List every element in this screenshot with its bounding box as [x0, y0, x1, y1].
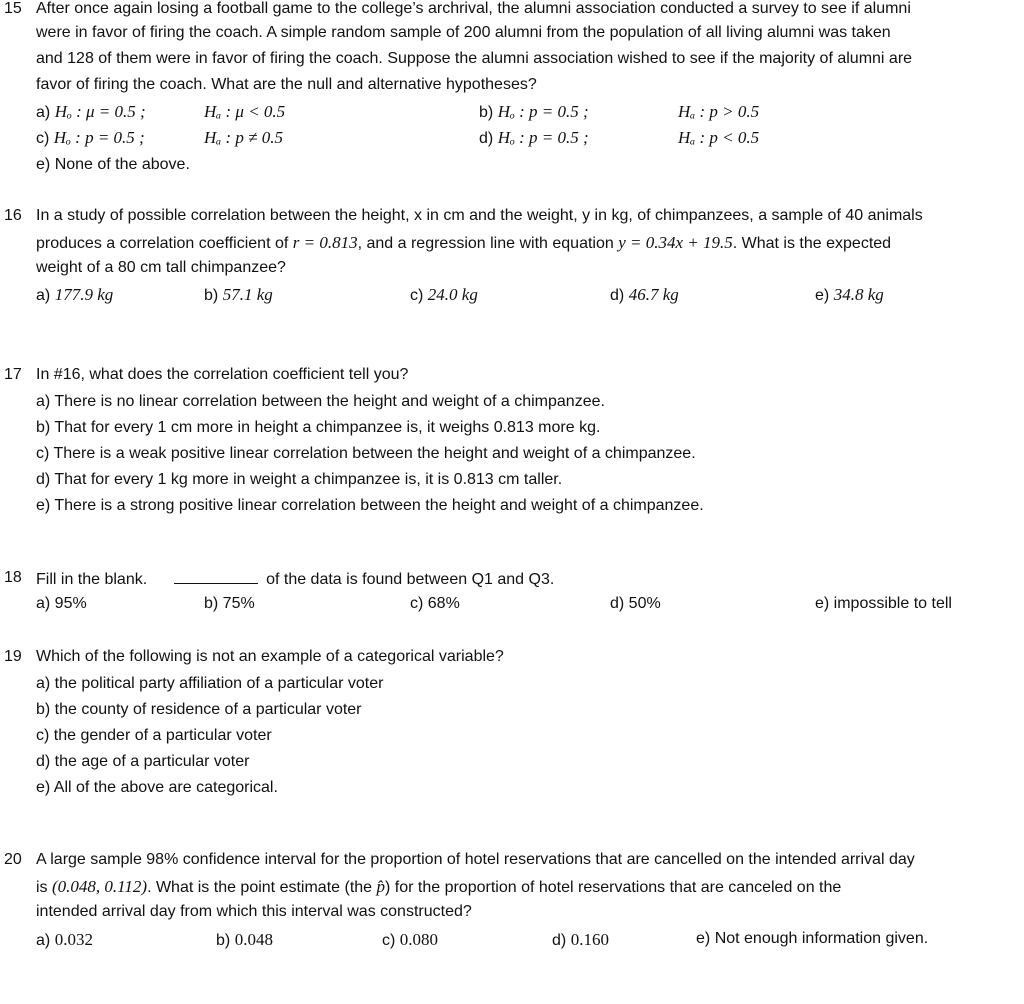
question-text-line: produces a correlation coefficient of r = 0.813, and a regression line with equation y = 0.34x + 19.5. What is the expected — [36, 233, 892, 252]
confidence-interval: (0.048, 0.112) — [52, 877, 148, 896]
option-e[interactable]: e) There is a strong positive linear correlation between the height and weight of a chimpanzee. — [36, 497, 704, 514]
p-hat-symbol: p̂ — [376, 877, 385, 896]
question-text-line: and 128 of them were in favor of firing the coach. Suppose the alumni association wished to see if the majority of alumni are — [36, 50, 913, 67]
regression-equation: y = 0.34x + 19.5 — [618, 233, 733, 252]
option-d[interactable]: d) 0.160 — [552, 930, 609, 949]
option-c[interactable]: c) Hₒ : p = 0.5 ; — [36, 128, 145, 147]
correlation-coefficient: r = 0.813 — [292, 233, 358, 252]
question-number: 19 — [4, 648, 22, 665]
option-e[interactable]: e) All of the above are categorical. — [36, 779, 278, 796]
option-b[interactable]: b) 57.1 kg — [204, 285, 273, 304]
option-b[interactable]: b) 0.048 — [216, 930, 273, 949]
option-a[interactable]: a) 95% — [36, 595, 87, 612]
question-text-line: After once again losing a football game to the college’s archrival, the alumni association conducted a survey to see if alumni — [36, 0, 911, 17]
question-text-line: In #16, what does the correlation coefficient tell you? — [36, 366, 409, 383]
option-a[interactable]: a) 0.032 — [36, 930, 93, 949]
option-b[interactable]: b) 75% — [204, 595, 255, 612]
alternative-hypothesis: Hₐ : p < 0.5 — [678, 128, 760, 147]
question-text-line: favor of firing the coach. What are the null and alternative hypotheses? — [36, 76, 537, 93]
option-d[interactable]: d) That for every 1 kg more in weight a chimpanzee is, it is 0.813 cm taller. — [36, 471, 563, 488]
option-e[interactable]: e) None of the above. — [36, 156, 190, 173]
question-text-line: weight of a 80 cm tall chimpanzee? — [36, 259, 286, 276]
option-c[interactable]: c) 0.080 — [382, 930, 439, 949]
option-b[interactable]: b) That for every 1 cm more in height a chimpanzee is, it weighs 0.813 more kg. — [36, 419, 601, 436]
null-hypothesis: Hₒ : p = 0.5 ; — [497, 128, 589, 147]
question-text-line: In a study of possible correlation between the height, x in cm and the weight, y in kg, of chimpanzees, a sample of 40 animals — [36, 207, 923, 224]
question-text-line: A large sample 98% confidence interval for the proportion of hotel reservations that are cancelled on the intended arrival day — [36, 851, 915, 868]
option-a[interactable]: a) 177.9 kg — [36, 285, 114, 304]
fill-in-blank[interactable] — [174, 569, 258, 584]
null-hypothesis: Hₒ : p = 0.5 ; — [53, 128, 145, 147]
question-number: 18 — [4, 569, 22, 586]
question-number: 20 — [4, 851, 22, 868]
alternative-hypothesis: Hₐ : p > 0.5 — [678, 102, 760, 121]
question-text-line: is (0.048, 0.112). What is the point estimate (the p̂) for the proportion of hotel reservations that are canceled on the — [36, 877, 842, 896]
question-text-line: Which of the following is not an example of a categorical variable? — [36, 648, 504, 665]
option-d[interactable]: d) the age of a particular voter — [36, 753, 250, 770]
option-c[interactable]: c) There is a weak positive linear correlation between the height and weight of a chimpanzee. — [36, 445, 696, 462]
option-a[interactable]: a) the political party affiliation of a particular voter — [36, 675, 384, 692]
option-c[interactable]: c) the gender of a particular voter — [36, 727, 272, 744]
alternative-hypothesis: Hₐ : μ < 0.5 — [204, 102, 286, 121]
question-number: 16 — [4, 207, 22, 224]
question-text-line: were in favor of firing the coach. A simple random sample of 200 alumni from the population of all living alumni was taken — [36, 24, 891, 41]
option-d[interactable]: d) 50% — [610, 595, 661, 612]
question-text-line: intended arrival day from which this interval was constructed? — [36, 903, 472, 920]
option-d[interactable]: d) Hₒ : p = 0.5 ; — [479, 128, 589, 147]
option-e[interactable]: e) 34.8 kg — [815, 285, 884, 304]
null-hypothesis: Hₒ : p = 0.5 ; — [497, 102, 589, 121]
option-b[interactable]: b) the county of residence of a particular voter — [36, 701, 362, 718]
option-e[interactable]: e) Not enough information given. — [696, 930, 929, 947]
option-e[interactable]: e) impossible to tell — [815, 595, 952, 612]
question-text-line: Fill in the blank. of the data is found between Q1 and Q3. — [36, 571, 555, 588]
alternative-hypothesis: Hₐ : p ≠ 0.5 — [204, 128, 283, 147]
question-number: 15 — [4, 0, 22, 17]
option-b[interactable]: b) Hₒ : p = 0.5 ; — [479, 102, 589, 121]
option-d[interactable]: d) 46.7 kg — [610, 285, 679, 304]
option-a[interactable]: a) There is no linear correlation between the height and weight of a chimpanzee. — [36, 393, 605, 410]
option-a[interactable]: a) Hₒ : μ = 0.5 ; — [36, 102, 146, 121]
question-number: 17 — [4, 366, 22, 383]
null-hypothesis: Hₒ : μ = 0.5 ; — [54, 102, 146, 121]
option-c[interactable]: c) 24.0 kg — [410, 285, 478, 304]
option-c[interactable]: c) 68% — [410, 595, 460, 612]
